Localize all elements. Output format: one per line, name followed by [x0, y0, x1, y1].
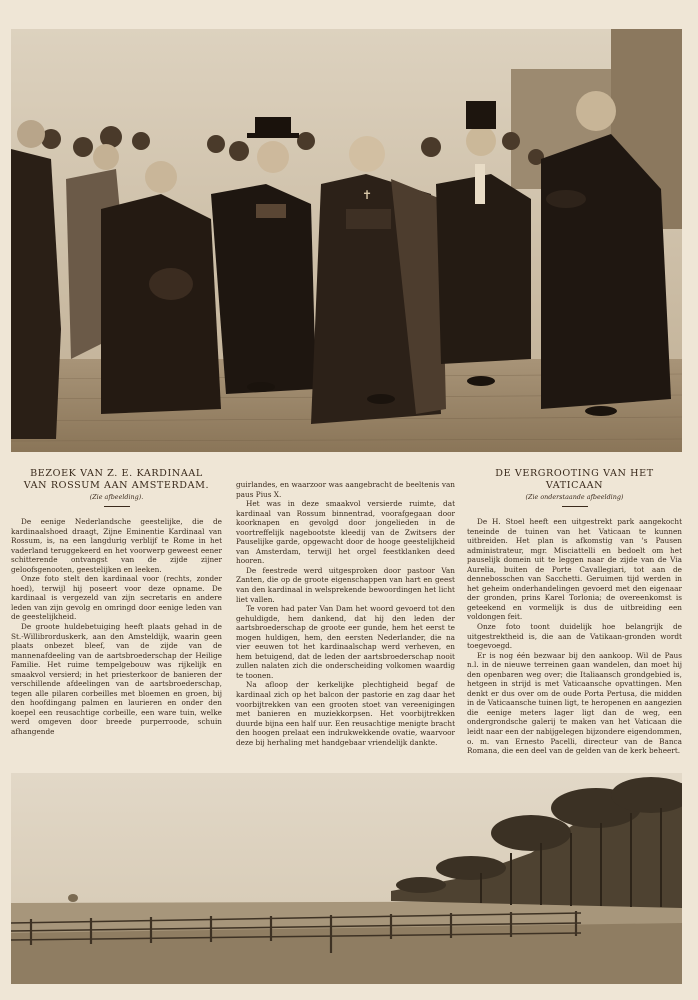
paragraph: Te voren had pater Van Dam het woord gevoerd tot den gehuldigde, hem dankend, dat hij den leden der aartsbroederschap de groote eer gunde, hem het eerst te mogen huldigen, hem, den eersten Nederlander, die na vier eeuwen tot het kardinaalschap werd verheven, en hem betuigend, dat de leden der aartsbroederschap nooit zullen nalaten zich die onderscheiding volkomen waardig te toonen. [236, 604, 455, 680]
cardinal-group-photo [11, 29, 682, 452]
paragraph: De H. Stoel heeft een uitgestrekt park aangekocht teneinde de tuinen van het Vaticaan te kunnen uitbreiden. Het plan is afkomstig van 's Pausen administrateur, mgr. Misciattelli en bedoelt om het pauselijk domein uit te leggen naar de zijde van de Via Aurelia, buiten de Porte Cavallegiari, tot aan de dennebosschen van Sacchetti. Geruimen tijd werden in het geheim onderhandelingen gevoerd met den eigenaar der gronden, prins Karel Torlonia; de overeenkomst is geteekend en vormelijk is dus de uitbreiding een voldongen feit. [467, 517, 682, 622]
paragraph: Onze foto stelt den kardinaal voor (rechts, zonder hoed), terwijl hij poseert voor deze opname. De kardinaal is vergezeld van zijn secretaris en andere leden van zijn gevolg en omringd door eenige leden van de geestelijkheid. [11, 574, 222, 622]
paragraph: Onze foto toont duidelijk hoe belangrijk de uitgestrektheid is, die aan de Vatikaan-gronden wordt toegevoegd. [467, 622, 682, 651]
svg-text:✝: ✝ [361, 188, 373, 202]
article-note: (Zie afbeelding). [89, 493, 144, 501]
paragraph: guirlandes, en waarzoor was aangebracht de beeltenis van paus Pius X. [236, 480, 455, 499]
bottom-photograph [11, 773, 682, 984]
article-vatican-expansion [467, 468, 682, 756]
article-cardinal-visit [11, 468, 222, 737]
article-cardinal-visit-continued [236, 480, 455, 747]
paragraph: Na afloop der kerkelijke plechtigheid begaf de kardinaal zich op het balcon der pastorie en zag daar het voorbijtrekken van een grooten stoet van vereenigingen met banieren en muziekkorpsen. Het voorbijtrekken duurde bijna een half uur. Een reusachtige menigte bracht den hoogen prelaat een indrukwekkende ovatie, waarvoor deze bij herhaling met handgebaar vriendelijk dankte. [236, 680, 455, 747]
article-note: (Zie onderstaande afbeelding) [525, 493, 624, 501]
paragraph: De eenige Nederlandsche geestelijke, die de kardinaalshoed draagt, Zijne Eminentie Kardinaal van Rossum, is, na een langdurig verblijf te Rome in het vaderland teruggekeerd en het voorwerp geweest eener schitterende ontvangst van de zijde zijner geloofsgenooten, geestelijken en leeken. [11, 517, 222, 574]
top-photograph [11, 29, 682, 452]
vatican-gardens-photo [11, 773, 682, 984]
paragraph: De groote huldebetuiging heeft plaats gehad in de St.-Willibrorduskerk, aan den Amsteldijk, waarin geen plaats onbezet bleef, van de zijde van de mannenafdeeling van de aartsbroederschap der Heilige Familie. Het ruime tempelgebouw was rijkelijk en smaakvol versierd; in het priesterkoor de banieren der verschillende afdeelingen van de aartsbroederschap, tegen alle pilaren corbeilles met bloemen en groen, bij den hoofdingang palmen en laurieren en onder den koepel een reusachtige corbeille, een ware tuin, welke werd omgeven door breede purperroode, schuin afhangende [11, 622, 222, 737]
article-title-line2: VAN ROSSUM AAN AMSTERDAM. [23, 479, 210, 491]
article-title-line1: BEZOEK VAN Z. E. KARDINAAL [30, 468, 203, 479]
paragraph: Er is nog één bezwaar bij den aankoop. Wil de Paus n.l. in de nieuwe terreinen gaan wandelen, dan moet hij den openbaren weg over; die Italiaansch grondgebied is, hetgeen in strijd is met Vaticaansche opvattingen. Men denkt er dus over om de oude Porta Pertusa, die midden in de Vaticaansche tuinen ligt, te heropenen en aangezien die eenige meters lager ligt dan de weg, een ondergrondsche galerij te maken van het Vaticaan die leidt naar een der nabijgelegen bijzondere eigendommen, o. m. van Ernesto Pacelli, directeur van de Banca Romana, die een deel van de gelden van de kerk beheert. [467, 650, 682, 756]
paragraph: Het was in deze smaakvol versierde ruimte, dat kardinaal van Rossum binnentrad, voorafgegaan door koorknapen en gevolgd door jongelieden in de voortreffelijk nagebootste kleedij van de Zwitsers der Pauselijke garde, opgewacht door de hooge geestelijkheid van Amsterdam, terwijl het orgel feestklanken deed hooren. [236, 499, 455, 566]
divider [562, 506, 588, 507]
divider [104, 506, 130, 507]
paragraph: De feestrede werd uitgesproken door pastoor Van Zanten, die op de groote eigenschappen van hart en geest van den kardinaal in welsprekende bewoordingen het licht liet vallen. [236, 565, 455, 604]
article-title: DE VERGROOTING VAN HET VATICAAN [495, 468, 654, 491]
